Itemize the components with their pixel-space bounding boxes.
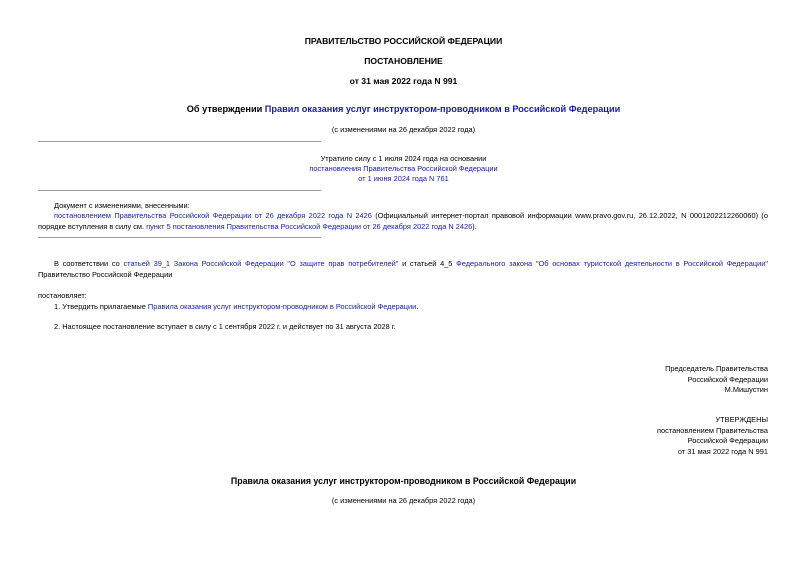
entry-into-force-link[interactable]: пункт 5 постановления Правительства Российской Федерации от 26 декабря 2022 года N 2426 — [146, 221, 473, 231]
approved-organization: Российской Федерации — [687, 436, 768, 445]
approved-rules-link[interactable]: Правила оказания услуг инструктором-проводником в Российской Федерации — [147, 302, 417, 311]
government-heading: ПРАВИТЕЛЬСТВО РОССИЙСКОЙ ФЕДЕРАЦИИ — [304, 36, 503, 46]
basis-paragraph — [38, 259, 768, 280]
signature-name: М.Мишустин — [724, 385, 768, 394]
divider — [38, 141, 321, 142]
resolves-text: постановляет: — [38, 291, 87, 300]
document-title-prefix: Об утверждении — [186, 104, 265, 114]
signature-organization: Российской Федерации — [687, 374, 768, 384]
document-date-number: от 31 мая 2022 года N 991 — [349, 76, 458, 86]
basis-text: Правительство Российской Федерации — [38, 269, 173, 279]
rules-title: Правила оказания услуг инструктором-проводником в Российской Федерации — [230, 476, 577, 486]
decree-item-1 — [54, 302, 418, 312]
divider — [38, 237, 321, 238]
approved-by: постановлением Правительства — [657, 425, 768, 435]
amending-decree-link[interactable]: постановлением Правительства Российской Федерации от 26 декабря 2022 года N 2426 — [54, 211, 372, 220]
changes-label: Документ с изменениями, внесенными: — [54, 201, 190, 210]
approved-heading: УТВЕРЖДЕНЫ — [715, 415, 768, 424]
changes-text: (Официальный интернет-портал правовой информации www.pravo.gov.ru, 26.12.2022, N 0001202212260060) (о порядке вступления в силу см. — [38, 211, 768, 231]
changes-paragraph — [38, 211, 768, 232]
consumer-law-link[interactable]: статьей 39_1 Закона Российской Федерации "О защите прав потребителей" — [123, 259, 399, 268]
decree-item-1-text: 1. Утвердить прилагаемые — [54, 302, 148, 311]
expired-decree-date-link[interactable]: от 1 июня 2024 года N 761 — [358, 174, 449, 183]
signature-position: Председатель Правительства — [665, 364, 768, 373]
decree-item-2: 2. Настоящее постановление вступает в силу с 1 сентября 2022 г. и действует по 31 августа 2028 г. — [54, 322, 396, 331]
basis-text: и статьей 4_5 — [398, 259, 457, 268]
signature-block — [665, 364, 768, 396]
approved-block — [657, 415, 768, 457]
tourism-law-link[interactable]: Федерального закона "Об основах туристской деятельности в Российской Федерации" — [456, 259, 769, 268]
rules-amendments-note: (с изменениями на 26 декабря 2022 года) — [331, 496, 476, 505]
basis-text: В соответствии со — [54, 259, 124, 268]
expired-decree-link[interactable]: постановления Правительства Российской Федерации — [309, 164, 498, 173]
approved-date-number: от 31 мая 2022 года N 991 — [677, 446, 768, 456]
decree-item-1-end: . — [416, 302, 419, 311]
document-title — [0, 104, 807, 114]
document-type-heading: ПОСТАНОВЛЕНИЕ — [364, 56, 443, 66]
divider — [38, 190, 321, 191]
expired-note-line: Утратило силу с 1 июля 2024 года на основании — [320, 154, 487, 163]
title-amendments-note: (с изменениями на 26 декабря 2022 года) — [331, 125, 476, 134]
changes-text-end: ). — [472, 221, 477, 231]
rules-title-link[interactable]: Правил оказания услуг инструктором-проводником в Российской Федерации — [264, 104, 621, 114]
